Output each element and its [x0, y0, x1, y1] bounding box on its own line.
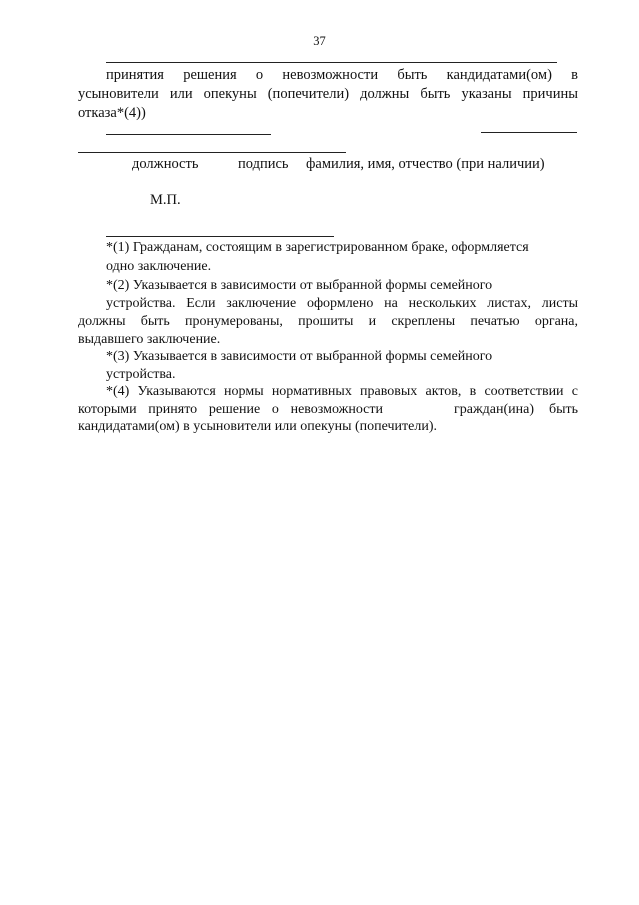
fill-line-left: [106, 134, 271, 135]
footnote-2-line-4: выдавшего заключение.: [78, 332, 221, 347]
footnote-4-line-2-part-1: которыми принято решение о невозможности: [78, 402, 383, 417]
position-label: должность: [132, 156, 199, 172]
footnote-1-line-2: одно заключение.: [106, 259, 212, 274]
full-name-label: фамилия, имя, отчество (при наличии): [306, 156, 545, 172]
refusal-text-line-2: усыновители или опекуны (попечители) должны быть указаны причины: [78, 86, 578, 102]
footnote-1-line-1: *(1) Гражданам, состоящим в зарегистрированном браке, оформляется: [106, 240, 529, 255]
footnote-3-line-2: устройства.: [106, 367, 176, 382]
footnote-3-line-1: *(3) Указывается в зависимости от выбранной формы семейного: [106, 349, 493, 364]
signature-label: подпись: [238, 156, 289, 172]
footnote-2-line-3: должны быть пронумерованы, прошиты и скреплены печатью органа,: [78, 314, 578, 329]
top-fill-line: [106, 62, 557, 63]
refusal-text-line-3: отказа*(4)): [78, 105, 146, 121]
footnote-2-line-1: *(2) Указывается в зависимости от выбранной формы семейного: [106, 278, 493, 293]
refusal-text-line-1: принятия решения о невозможности быть кандидатами(ом) в: [106, 67, 578, 83]
footnote-separator: [106, 236, 334, 237]
footnote-4-line-3: кандидатами(ом) в усыновители или опекуны (попечители).: [78, 419, 437, 434]
stamp-label: М.П.: [150, 192, 181, 208]
footnote-2-line-2: устройства. Если заключение оформлено на нескольких листах, листы: [106, 296, 578, 311]
footnote-4-line-1: *(4) Указываются нормы нормативных правовых актов, в соответствии с: [106, 384, 578, 399]
fill-line-right: [481, 132, 577, 133]
footnote-4-line-2-part-2: граждан(ина) быть: [454, 402, 578, 417]
page-number: 37: [313, 34, 326, 48]
position-fill-line: [78, 152, 346, 153]
